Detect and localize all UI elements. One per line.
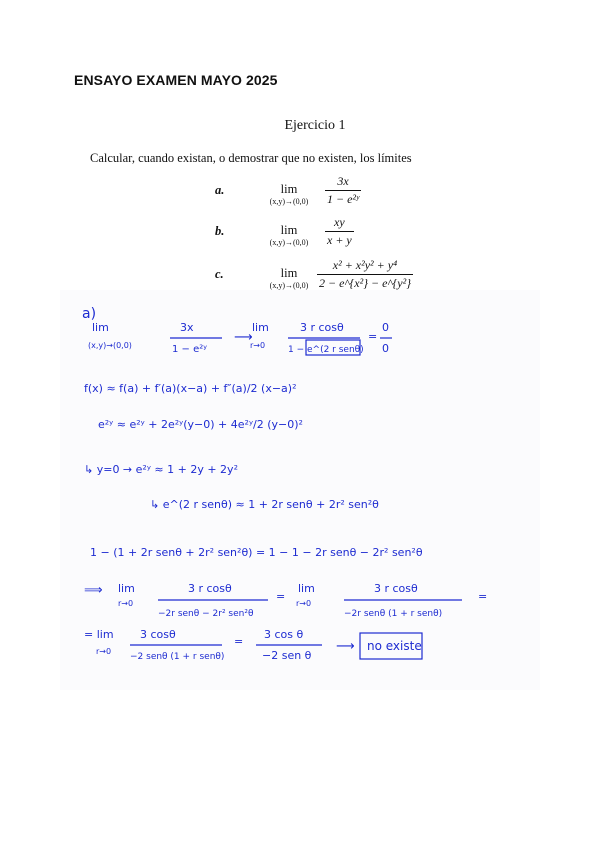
svg-text:0: 0 (382, 342, 389, 355)
limit-fraction: 3x 1 − e²ʸ (327, 174, 360, 206)
svg-text:1 − e^(2 r senθ): 1 − e^(2 r senθ) (288, 345, 364, 355)
limit-fraction: x² + x²y² + y⁴ 2 − e^{x²} − e^{y²} (319, 258, 412, 290)
svg-text:3x: 3x (180, 321, 194, 334)
svg-text:⟶: ⟶ (234, 330, 253, 345)
svg-text:r→0: r→0 (250, 341, 266, 350)
taylor-expansion: e²ʸ ≈ e²ʸ + 2e²ʸ(y−0) + 4e²ʸ/2 (y−0)² (98, 418, 303, 431)
item-label: c. (215, 267, 224, 281)
svg-text:r→0: r→0 (96, 647, 112, 656)
exercise-intro: Calcular, cuando existan, o demostrar que no existen, los límites (90, 151, 412, 165)
svg-text:=: = (368, 330, 378, 343)
svg-text:1 − e²ʸ: 1 − e²ʸ (172, 344, 207, 355)
svg-text:lim: lim (118, 582, 135, 595)
svg-text:lim: lim (92, 321, 109, 334)
svg-text:⟶: ⟶ (336, 639, 355, 654)
svg-text:1 − (1 + 2r senθ + 2r² sen²θ): 1 − (1 + 2r senθ + 2r² sen²θ) = 1 − 1 − 2r senθ − 2r² sen²θ (90, 546, 423, 559)
svg-text:r→0: r→0 (296, 599, 312, 608)
exercise-title: Ejercicio 1 (284, 118, 346, 133)
svg-text:(x,y)→(0,0): (x,y)→(0,0) (88, 341, 132, 350)
item-label: a. (215, 183, 225, 197)
svg-text:3 cosθ: 3 cosθ (140, 628, 176, 641)
svg-text:−2 senθ (1 + r senθ): −2 senθ (1 + r senθ) (130, 652, 225, 662)
svg-text:3 cos θ: 3 cos θ (264, 628, 304, 641)
svg-text:= lim: = lim (84, 628, 114, 641)
svg-text:lim: lim (298, 582, 315, 595)
svg-text:−2 sen θ: −2 sen θ (262, 649, 312, 662)
svg-text:=: = (234, 635, 244, 648)
svg-text:⟹: ⟹ (84, 583, 103, 598)
svg-text:−2r senθ (1 + r senθ): −2r senθ (1 + r senθ) (344, 609, 443, 619)
part-label: a) (82, 306, 97, 322)
svg-text:3 r cosθ: 3 r cosθ (374, 582, 418, 595)
svg-text:=: = (276, 590, 286, 603)
document-title: ENSAYO EXAMEN MAYO 2025 (74, 72, 278, 88)
svg-text:−2r senθ − 2r² sen²θ: −2r senθ − 2r² sen²θ (158, 609, 254, 619)
item-label: b. (215, 224, 225, 238)
svg-text:↳ e^(2 r senθ) ≈ 1 + 2r senθ +: ↳ e^(2 r senθ) ≈ 1 + 2r senθ + 2r² sen²θ (150, 498, 379, 511)
limit-operator: lim (x,y)→(0,0) (269, 266, 309, 290)
taylor-formula: f(x) ≈ f(a) + f′(a)(x−a) + f″(a)/2 (x−a)² (84, 382, 297, 395)
svg-text:0: 0 (382, 321, 389, 334)
svg-text:↳ y=0 → e²ʸ ≈ 1 + 2y + 2y²: ↳ y=0 → e²ʸ ≈ 1 + 2y + 2y² (84, 463, 238, 476)
limit-operator: lim (x,y)→(0,0) (269, 223, 309, 247)
result-label: no existe (367, 639, 422, 653)
limit-operator: lim (x,y)→(0,0) (269, 182, 309, 206)
svg-text:lim: lim (252, 321, 269, 334)
limit-fraction: xy x + y (327, 215, 352, 247)
svg-text:r→0: r→0 (118, 599, 134, 608)
svg-text:=: = (478, 590, 488, 603)
svg-text:3 r cosθ: 3 r cosθ (300, 321, 344, 334)
svg-text:3 r cosθ: 3 r cosθ (188, 582, 232, 595)
